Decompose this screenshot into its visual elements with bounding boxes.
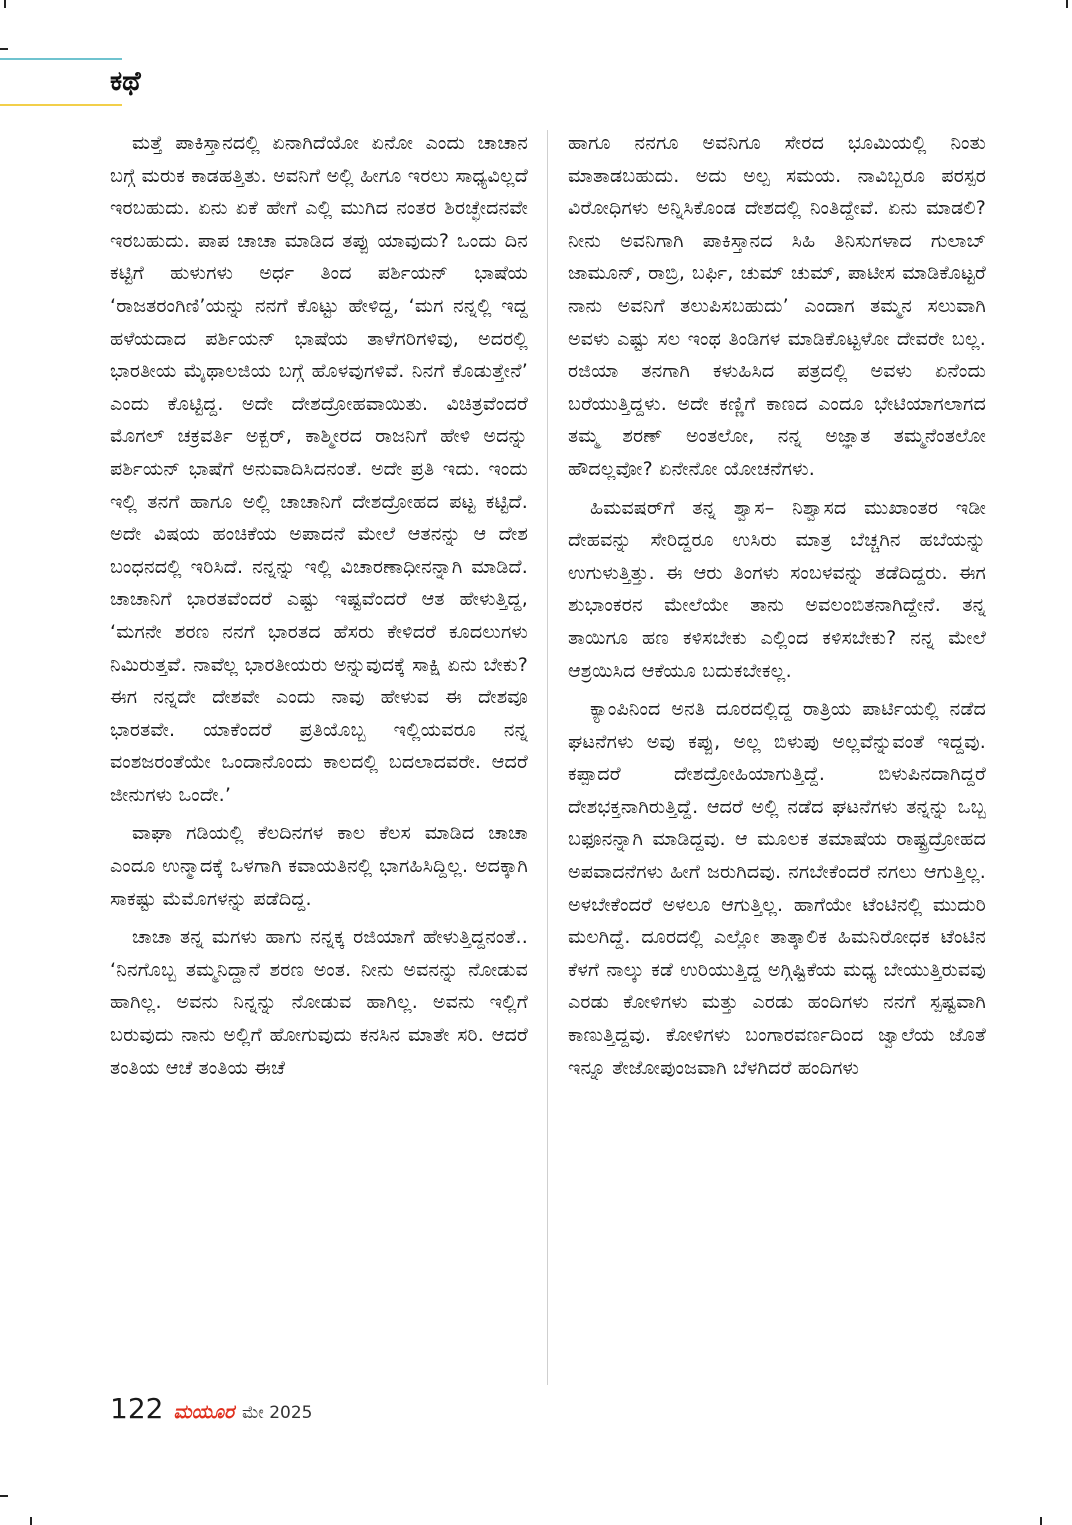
magazine-logo: ಮಯೂರ (173, 1401, 235, 1423)
crop-mark (0, 48, 8, 50)
crop-mark (0, 1495, 8, 1497)
left-column (110, 127, 528, 1090)
paragraph: ಮತ್ತೆ ಪಾಕಿಸ್ತಾನದಲ್ಲಿ ಏನಾಗಿದೆಯೋ ಏನೋ ಎಂದು ಚಾಚಾನ ಬಗ್ಗೆ ಮರುಕ ಕಾಡಹತ್ತಿತು. ಅವನಿಗೆ ಅಲ್ಲಿ ಹೀಗೂ ಇರಲು ಸಾಧ್ಯವಿಲ್ಲದೆ ಇರಬಹುದು. ಏನು ಏಕೆ ಹೇಗೆ ಎಲ್ಲಿ ಮುಗಿದ ನಂತರ ಶಿರಚ್ಛೇದನವೇ ಇರಬಹುದು. ಪಾಪ ಚಾಚಾ ಮಾಡಿದ ತಪ್ಪು ಯಾವುದು? ಒಂದು ದಿನ ಕಟ್ಟಿಗೆ ಹುಳುಗಳು ಅರ್ಧ ತಿಂದ ಪರ್ಶಿಯನ್ ಭಾಷೆಯ ‘ರಾಜತರಂಗಿಣಿ’ಯನ್ನು ನನಗೆ ಕೊಟ್ಟು ಹೇಳಿದ್ದ, ‘ಮಗ ನನ್ನಲ್ಲಿ ಇದ್ದ ಹಳೆಯದಾದ ಪರ್ಶಿಯನ್ ಭಾಷೆಯ ತಾಳೆಗರಿಗಳಿವು, ಅದರಲ್ಲಿ ಭಾರತೀಯ ಮೈಥಾಲಜಿಯ ಬಗ್ಗೆ ಹೊಳವುಗಳಿವೆ. ನಿನಗೆ ಕೊಡುತ್ತೇನೆ’ ಎಂದು ಕೊಟ್ಟಿದ್ದ. ಅದೇ ದೇಶದ್ರೋಹವಾಯಿತು. ವಿಚಿತ್ರವೆಂದರೆ ಮೊಗಲ್ ಚಕ್ರವರ್ತಿ ಅಕ್ಬರ್, ಕಾಶ್ಮೀರದ ರಾಜನಿಗೆ ಹೇಳಿ ಅದನ್ನು ಪರ್ಶಿಯನ್ ಭಾಷೆಗೆ ಅನುವಾದಿಸಿದನಂತೆ. ಅದೇ ಪ್ರತಿ ಇದು. ಇಂದು ಇಲ್ಲಿ ತನಗೆ ಹಾಗೂ ಅಲ್ಲಿ ಚಾಚಾನಿಗೆ ದೇಶದ್ರೋಹದ ಪಟ್ಟ ಕಟ್ಟಿದೆ. ಅದೇ ವಿಷಯ ಹಂಚಿಕೆಯ ಅಪಾದನೆ ಮೇಲೆ ಆತನನ್ನು ಆ ದೇಶ ಬಂಧನದಲ್ಲಿ ಇರಿಸಿದೆ. ನನ್ನನ್ನು ಇಲ್ಲಿ ವಿಚಾರಣಾಧೀನನ್ನಾಗಿ ಮಾಡಿದೆ. ಚಾಚಾನಿಗೆ ಭಾರತವೆಂದರೆ ಎಷ್ಟು ಇಷ್ಟವೆಂದರೆ ಆತ ಹೇಳುತ್ತಿದ್ದ, ‘ಮಗನೇ ಶರಣ ನನಗೆ ಭಾರತದ ಹೆಸರು ಕೇಳಿದರೆ ಕೂದಲುಗಳು ನಿಮಿರುತ್ತವೆ. ನಾವೆಲ್ಲ ಭಾರತೀಯರು ಅನ್ನುವುದಕ್ಕೆ ಸಾಕ್ಷಿ ಏನು ಬೇಕು? ಈಗ ನನ್ನದೇ ದೇಶವೇ ಎಂದು ನಾವು ಹೇಳುವ ಈ ದೇಶವೂ ಭಾರತವೇ. ಯಾಕೆಂದರೆ ಪ್ರತಿಯೊಬ್ಬ ಇಲ್ಲಿಯವರೂ ನನ್ನ ವಂಶಜರಂತೆಯೇ ಒಂದಾನೊಂದು ಕಾಲದಲ್ಲಿ ಬದಲಾದವರೇ. ಆದರೆ ಜೀನುಗಳು ಒಂದೇ.’ (110, 132, 528, 806)
paragraph: ವಾಘಾ ಗಡಿಯಲ್ಲಿ ಕೆಲದಿನಗಳ ಕಾಲ ಕೆಲಸ ಮಾಡಿದ ಚಾಚಾ ಎಂದೂ ಉನ್ಮಾದಕ್ಕೆ ಒಳಗಾಗಿ ಕವಾಯತಿನಲ್ಲಿ ಭಾಗಹಿಸಿದ್ದಿಲ್ಲ. ಅದಕ್ಕಾಗಿ ಸಾಕಷ್ಟು ಮೆಮೊಗಳನ್ನು ಪಡೆದಿದ್ದ. (110, 822, 528, 910)
crop-mark (1040, 1517, 1042, 1525)
page-footer (110, 1392, 312, 1428)
paragraph: ಹಾಗೂ ನನಗೂ ಅವನಿಗೂ ಸೇರದ ಭೂಮಿಯಲ್ಲಿ ನಿಂತು ಮಾತಾಡಬಹುದು. ಅದು ಅಲ್ಪ ಸಮಯ. ನಾವಿಬ್ಬರೂ ಪರಸ್ಪರ ವಿರೋಧಿಗಳು ಅನ್ನಿಸಿಕೊಂಡ ದೇಶದಲ್ಲಿ ನಿಂತಿದ್ದೇವೆ. ಏನು ಮಾಡಲಿ? ನೀನು ಅವನಿಗಾಗಿ ಪಾಕಿಸ್ತಾನದ ಸಿಹಿ ತಿನಿಸುಗಳಾದ ಗುಲಾಬ್ ಜಾಮೂನ್, ರಾಬ್ರಿ, ಬರ್ಫಿ, ಚುಮ್ ಚುಮ್, ಪಾಟೀಸ ಮಾಡಿಕೊಟ್ಟರೆ ನಾನು ಅವನಿಗೆ ತಲುಪಿಸಬಹುದು’ ಎಂದಾಗ ತಮ್ಮನ ಸಲುವಾಗಿ ಅವಳು ಎಷ್ಟು ಸಲ ಇಂಥ ತಿಂಡಿಗಳ ಮಾಡಿಕೊಟ್ಟಳೋ ದೇವರೇ ಬಲ್ಲ. ರಜಿಯಾ ತನಗಾಗಿ ಕಳುಹಿಸಿದ ಪತ್ರದಲ್ಲಿ ಅವಳು ಏನೆಂದು ಬರೆಯುತ್ತಿದ್ದಳು. ಅದೇ ಕಣ್ಣಿಗೆ ಕಾಣದ ಎಂದೂ ಭೇಟಿಯಾಗಲಾಗದ ತಮ್ಮ ಶರಣ್ ಅಂತಲೋ, ನನ್ನ ಅಜ್ಞಾತ ತಮ್ಮನೆಂತಲೋ ಹೌದಲ್ಲವೋ? ಏನೇನೋ ಯೋಚನೆಗಳು. (568, 132, 986, 480)
paragraph: ಹಿಮವಷರ್‌ಗೆ ತನ್ನ ಶ್ವಾಸ– ನಿಶ್ವಾಸದ ಮುಖಾಂತರ ಇಡೀ ದೇಹವನ್ನು ಸೇರಿದ್ದರೂ ಉಸಿರು ಮಾತ್ರ ಬೆಚ್ಚಗಿನ ಹಬೆಯನ್ನು ಉಗುಳುತ್ತಿತ್ತು. ಈ ಆರು ತಿಂಗಳು ಸಂಬಳವನ್ನು ತಡೆದಿದ್ದರು. ಈಗ ಶುಭಾಂಕರನ ಮೇಲೆಯೇ ತಾನು ಅವಲಂಬಿತನಾಗಿದ್ದೇನೆ. ತನ್ನ ತಾಯಿಗೂ ಹಣ ಕಳಿಸಬೇಕು ಎಲ್ಲಿಂದ ಕಳಿಸಬೇಕು? ನನ್ನ ಮೇಲೆ ಆಶ್ರಯಿಸಿದ ಆಕೆಯೂ ಬದುಕಬೇಕಲ್ಲ. (568, 496, 986, 682)
page-number: 122 (110, 1392, 164, 1425)
right-column (568, 127, 986, 1090)
section-title: ಕಥೆ (110, 66, 141, 97)
crop-mark (30, 1517, 32, 1525)
header-rule-teal (0, 58, 122, 60)
issue-date: ಮೇ 2025 (242, 1403, 313, 1423)
column-divider (547, 130, 548, 1385)
paragraph: ಕ್ಯಾಂಪಿನಿಂದ ಅನತಿ ದೂರದಲ್ಲಿದ್ದ ರಾತ್ರಿಯ ಪಾರ್ಟಿಯಲ್ಲಿ ನಡೆದ ಘಟನೆಗಳು ಅವು ಕಪ್ಪು, ಅಲ್ಲ ಬಿಳುಪು ಅಲ್ಲವೆನ್ನುವಂತೆ ಇದ್ದವು. ಕಪ್ಪಾದರೆ ದೇಶದ್ರೋಹಿಯಾಗುತ್ತಿದ್ದೆ. ಬಿಳುಪಿನದಾಗಿದ್ದರೆ ದೇಶಭಕ್ತನಾಗಿರುತ್ತಿದ್ದೆ. ಆದರೆ ಅಲ್ಲಿ ನಡೆದ ಘಟನೆಗಳು ತನ್ನನ್ನು ಒಬ್ಬ ಬಫೂನನ್ನಾಗಿ ಮಾಡಿದ್ದವು. ಆ ಮೂಲಕ ತಮಾಷೆಯ ರಾಷ್ಟ್ರದ್ರೋಹದ ಅಪವಾದನೆಗಳು ಹೀಗೆ ಜರುಗಿದವು. ನಗಬೇಕೆಂದರೆ ನಗಲು ಆಗುತ್ತಿಲ್ಲ. ಅಳಬೇಕೆಂದರೆ ಅಳಲೂ ಆಗುತ್ತಿಲ್ಲ. ಹಾಗೆಯೇ ಟೆಂಟಿನಲ್ಲಿ ಮುದುರಿ ಮಲಗಿದ್ದೆ. ದೂರದಲ್ಲಿ ಎಲ್ಲೋ ತಾತ್ಕಾಲಿಕ ಹಿಮನಿರೋಧಕ ಟೆಂಟಿನ ಕೆಳಗೆ ನಾಲ್ಕು ಕಡೆ ಉರಿಯುತ್ತಿದ್ದ ಅಗ್ಗಿಷ್ಟಿಕೆಯ ಮಧ್ಯ ಬೇಯುತ್ತಿರುವವು ಎರಡು ಕೋಳಿಗಳು ಮತ್ತು ಎರಡು ಹಂದಿಗಳು ನನಗೆ ಸ್ಪಷ್ಟವಾಗಿ ಕಾಣುತ್ತಿದ್ದವು. ಕೋಳಿಗಳು ಬಂಗಾರವರ್ಣದಿಂದ ಜ್ವಾಲೆಯ ಜೊತೆ ಇನ್ನೂ ತೇಜೋಪುಂಜವಾಗಿ ಬೆಳಗಿದರೆ ಹಂದಿಗಳು (568, 698, 986, 1079)
crop-mark (1066, 0, 1068, 8)
header-rule-yellow (0, 104, 122, 106)
crop-mark (4, 0, 6, 8)
paragraph: ಚಾಚಾ ತನ್ನ ಮಗಳು ಹಾಗು ನನ್ನಕ್ಕ ರಜಿಯಾಗೆ ಹೇಳುತ್ತಿದ್ದನಂತೆ.. ‘ನಿನಗೊಬ್ಬ ತಮ್ಮನಿದ್ದಾನೆ ಶರಣ ಅಂತ. ನೀನು ಅವನನ್ನು ನೋಡುವ ಹಾಗಿಲ್ಲ. ಅವನು ನಿನ್ನನ್ನು ನೋಡುವ ಹಾಗಿಲ್ಲ. ಅವನು ಇಲ್ಲಿಗೆ ಬರುವುದು ನಾನು ಅಲ್ಲಿಗೆ ಹೋಗುವುದು ಕನಸಿನ ಮಾತೇ ಸರಿ. ಆದರೆ ತಂತಿಯ ಆಚೆ ತಂತಿಯ ಈಚೆ (110, 926, 528, 1079)
